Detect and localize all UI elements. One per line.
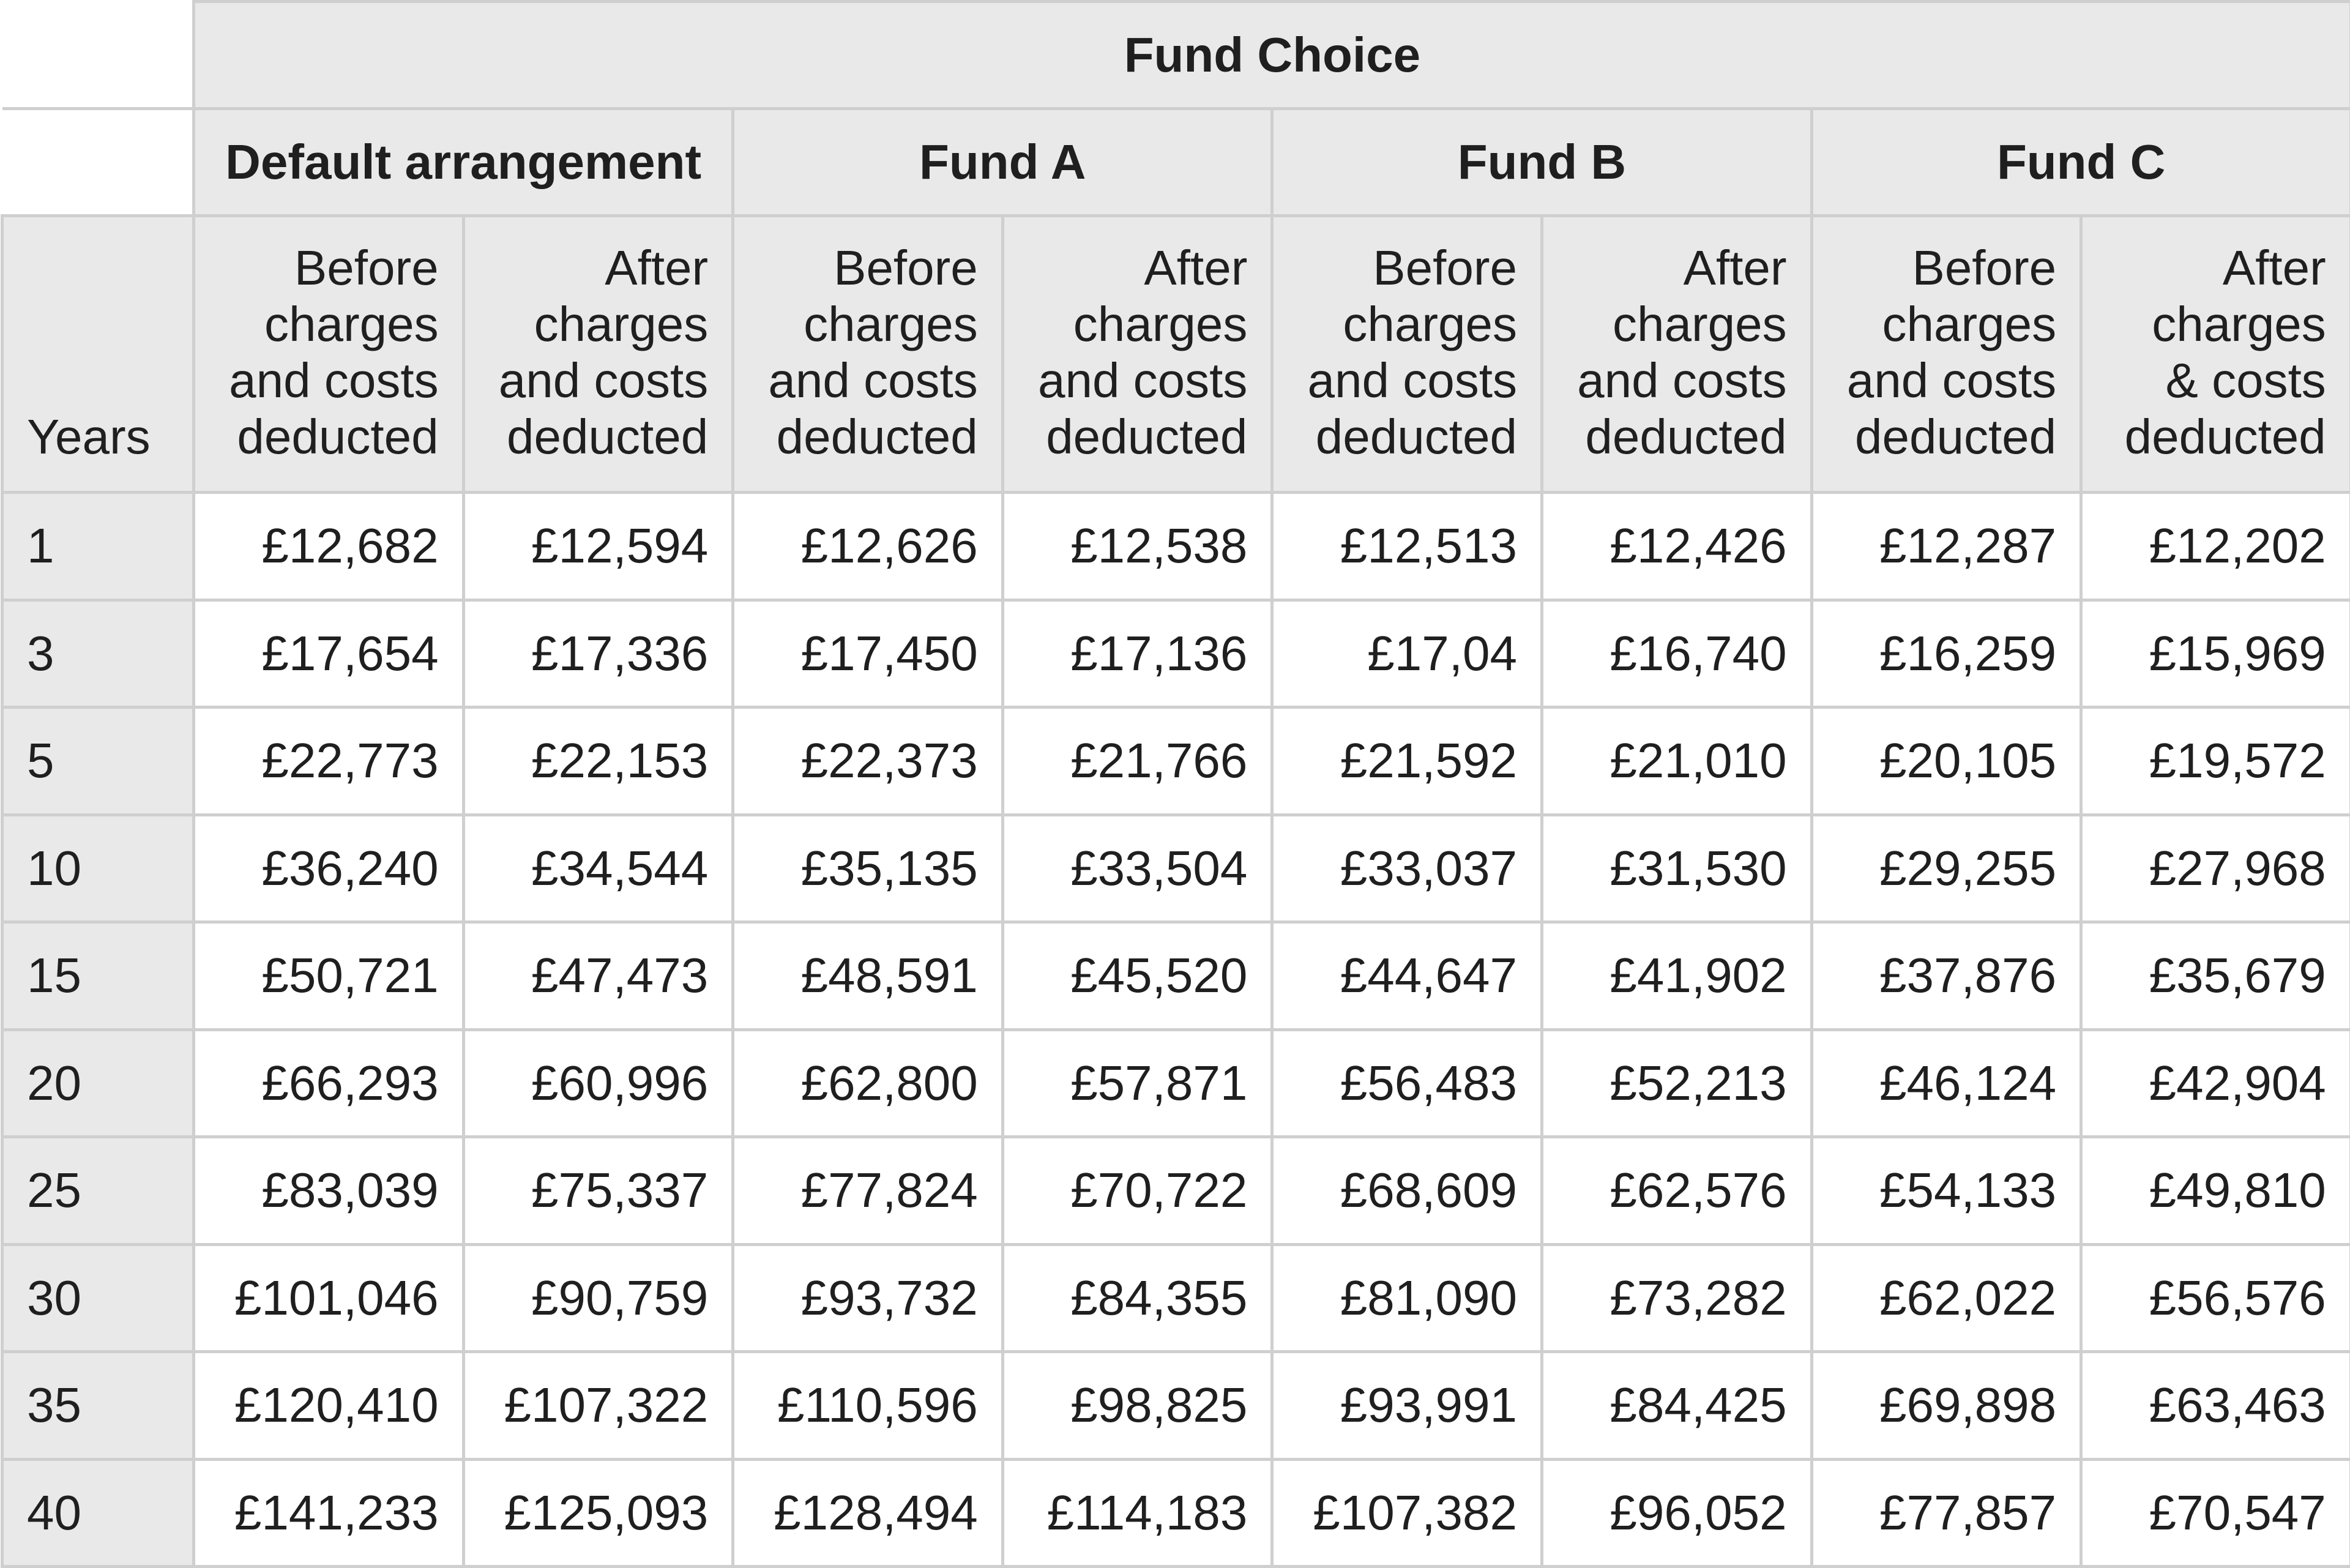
- year-cell: 40: [2, 1459, 194, 1567]
- value-cell: £27,968: [2081, 815, 2350, 922]
- sub-header-default-after: After charges and costs deducted: [463, 216, 733, 493]
- value-cell: £77,857: [1811, 1459, 2081, 1567]
- value-cell: £56,576: [2081, 1244, 2350, 1352]
- corner-blank-cell: [2, 2, 194, 109]
- value-cell: £34,544: [463, 815, 733, 922]
- value-cell: £56,483: [1272, 1029, 1542, 1137]
- value-cell: £62,800: [733, 1029, 1003, 1137]
- value-cell: £29,255: [1811, 815, 2081, 922]
- value-cell: £50,721: [194, 922, 464, 1030]
- value-cell: £33,037: [1272, 815, 1542, 922]
- table-row: [2, 707, 2350, 815]
- value-cell: £48,591: [733, 922, 1003, 1030]
- value-cell: £17,336: [463, 600, 733, 707]
- value-cell: £12,682: [194, 493, 464, 600]
- sub-header-fund-b-after: After charges and costs deducted: [1542, 216, 1811, 493]
- value-cell: £90,759: [463, 1244, 733, 1352]
- sub-header-fund-b-before: Before charges and costs deducted: [1272, 216, 1542, 493]
- value-cell: £44,647: [1272, 922, 1542, 1030]
- value-cell: £68,609: [1272, 1137, 1542, 1245]
- corner-blank-cell: [2, 109, 194, 216]
- value-cell: £66,293: [194, 1029, 464, 1137]
- value-cell: £49,810: [2081, 1137, 2350, 1245]
- value-cell: £45,520: [1002, 922, 1272, 1030]
- value-cell: £57,871: [1002, 1029, 1272, 1137]
- table-row: [2, 815, 2350, 922]
- value-cell: £37,876: [1811, 922, 2081, 1030]
- table-row: [2, 1137, 2350, 1245]
- year-cell: 25: [2, 1137, 194, 1245]
- sub-header-fund-c-after: After charges & costs deducted: [2081, 216, 2350, 493]
- value-cell: £70,547: [2081, 1459, 2350, 1567]
- value-cell: £81,090: [1272, 1244, 1542, 1352]
- table-row: [2, 1244, 2350, 1352]
- value-cell: £84,355: [1002, 1244, 1272, 1352]
- value-cell: £63,463: [2081, 1352, 2350, 1460]
- value-cell: £17,04: [1272, 600, 1542, 707]
- table-row: [2, 600, 2350, 707]
- value-cell: £12,513: [1272, 493, 1542, 600]
- year-cell: 3: [2, 600, 194, 707]
- table-row: [2, 922, 2350, 1030]
- value-cell: £70,722: [1002, 1137, 1272, 1245]
- value-cell: £93,732: [733, 1244, 1003, 1352]
- value-cell: £21,010: [1542, 707, 1811, 815]
- fund-choice-header: Fund Choice: [194, 2, 2350, 109]
- value-cell: £47,473: [463, 922, 733, 1030]
- value-cell: £110,596: [733, 1352, 1003, 1460]
- value-cell: £12,594: [463, 493, 733, 600]
- value-cell: £107,322: [463, 1352, 733, 1460]
- value-cell: £17,136: [1002, 600, 1272, 707]
- sub-header-fund-c-before: Before charges and costs deducted: [1811, 216, 2081, 493]
- value-cell: £33,504: [1002, 815, 1272, 922]
- value-cell: £83,039: [194, 1137, 464, 1245]
- value-cell: £125,093: [463, 1459, 733, 1567]
- value-cell: £114,183: [1002, 1459, 1272, 1567]
- value-cell: £46,124: [1811, 1029, 2081, 1137]
- value-cell: £62,576: [1542, 1137, 1811, 1245]
- value-cell: £60,996: [463, 1029, 733, 1137]
- value-cell: £98,825: [1002, 1352, 1272, 1460]
- value-cell: £141,233: [194, 1459, 464, 1567]
- value-cell: £54,133: [1811, 1137, 2081, 1245]
- table-row: [2, 493, 2350, 600]
- group-header-default: Default arrangement: [194, 109, 733, 216]
- value-cell: £19,572: [2081, 707, 2350, 815]
- value-cell: £17,450: [733, 600, 1003, 707]
- value-cell: £41,902: [1542, 922, 1811, 1030]
- year-cell: 10: [2, 815, 194, 922]
- table-row: [2, 1352, 2350, 1460]
- value-cell: £12,202: [2081, 493, 2350, 600]
- value-cell: £22,153: [463, 707, 733, 815]
- sub-header-fund-a-after: After charges and costs deducted: [1002, 216, 1272, 493]
- value-cell: £77,824: [733, 1137, 1003, 1245]
- value-cell: £21,592: [1272, 707, 1542, 815]
- years-header: Years: [2, 216, 194, 493]
- year-cell: 5: [2, 707, 194, 815]
- value-cell: £12,287: [1811, 493, 2081, 600]
- group-header-fund-a: Fund A: [733, 109, 1272, 216]
- value-cell: £15,969: [2081, 600, 2350, 707]
- sub-header-fund-a-before: Before charges and costs deducted: [733, 216, 1003, 493]
- value-cell: £84,425: [1542, 1352, 1811, 1460]
- table-row: [2, 1459, 2350, 1567]
- value-cell: £12,626: [733, 493, 1003, 600]
- year-cell: 30: [2, 1244, 194, 1352]
- value-cell: £22,373: [733, 707, 1003, 815]
- value-cell: £36,240: [194, 815, 464, 922]
- value-cell: £93,991: [1272, 1352, 1542, 1460]
- value-cell: £101,046: [194, 1244, 464, 1352]
- value-cell: £21,766: [1002, 707, 1272, 815]
- year-cell: 1: [2, 493, 194, 600]
- value-cell: £20,105: [1811, 707, 2081, 815]
- value-cell: £62,022: [1811, 1244, 2081, 1352]
- value-cell: £35,679: [2081, 922, 2350, 1030]
- value-cell: £120,410: [194, 1352, 464, 1460]
- value-cell: £12,538: [1002, 493, 1272, 600]
- value-cell: £96,052: [1542, 1459, 1811, 1567]
- value-cell: £42,904: [2081, 1029, 2350, 1137]
- year-cell: 20: [2, 1029, 194, 1137]
- value-cell: £128,494: [733, 1459, 1003, 1567]
- value-cell: £69,898: [1811, 1352, 2081, 1460]
- value-cell: £107,382: [1272, 1459, 1542, 1567]
- year-cell: 15: [2, 922, 194, 1030]
- sub-header-default-before: Before charges and costs deducted: [194, 216, 464, 493]
- group-header-fund-b: Fund B: [1272, 109, 1811, 216]
- value-cell: £22,773: [194, 707, 464, 815]
- year-cell: 35: [2, 1352, 194, 1460]
- value-cell: £52,213: [1542, 1029, 1811, 1137]
- value-cell: £73,282: [1542, 1244, 1811, 1352]
- table-row: [2, 1029, 2350, 1137]
- group-header-fund-c: Fund C: [1811, 109, 2350, 216]
- value-cell: £31,530: [1542, 815, 1811, 922]
- fund-charges-table: [1, 0, 2350, 1568]
- value-cell: £75,337: [463, 1137, 733, 1245]
- value-cell: £16,740: [1542, 600, 1811, 707]
- value-cell: £17,654: [194, 600, 464, 707]
- value-cell: £16,259: [1811, 600, 2081, 707]
- value-cell: £35,135: [733, 815, 1003, 922]
- value-cell: £12,426: [1542, 493, 1811, 600]
